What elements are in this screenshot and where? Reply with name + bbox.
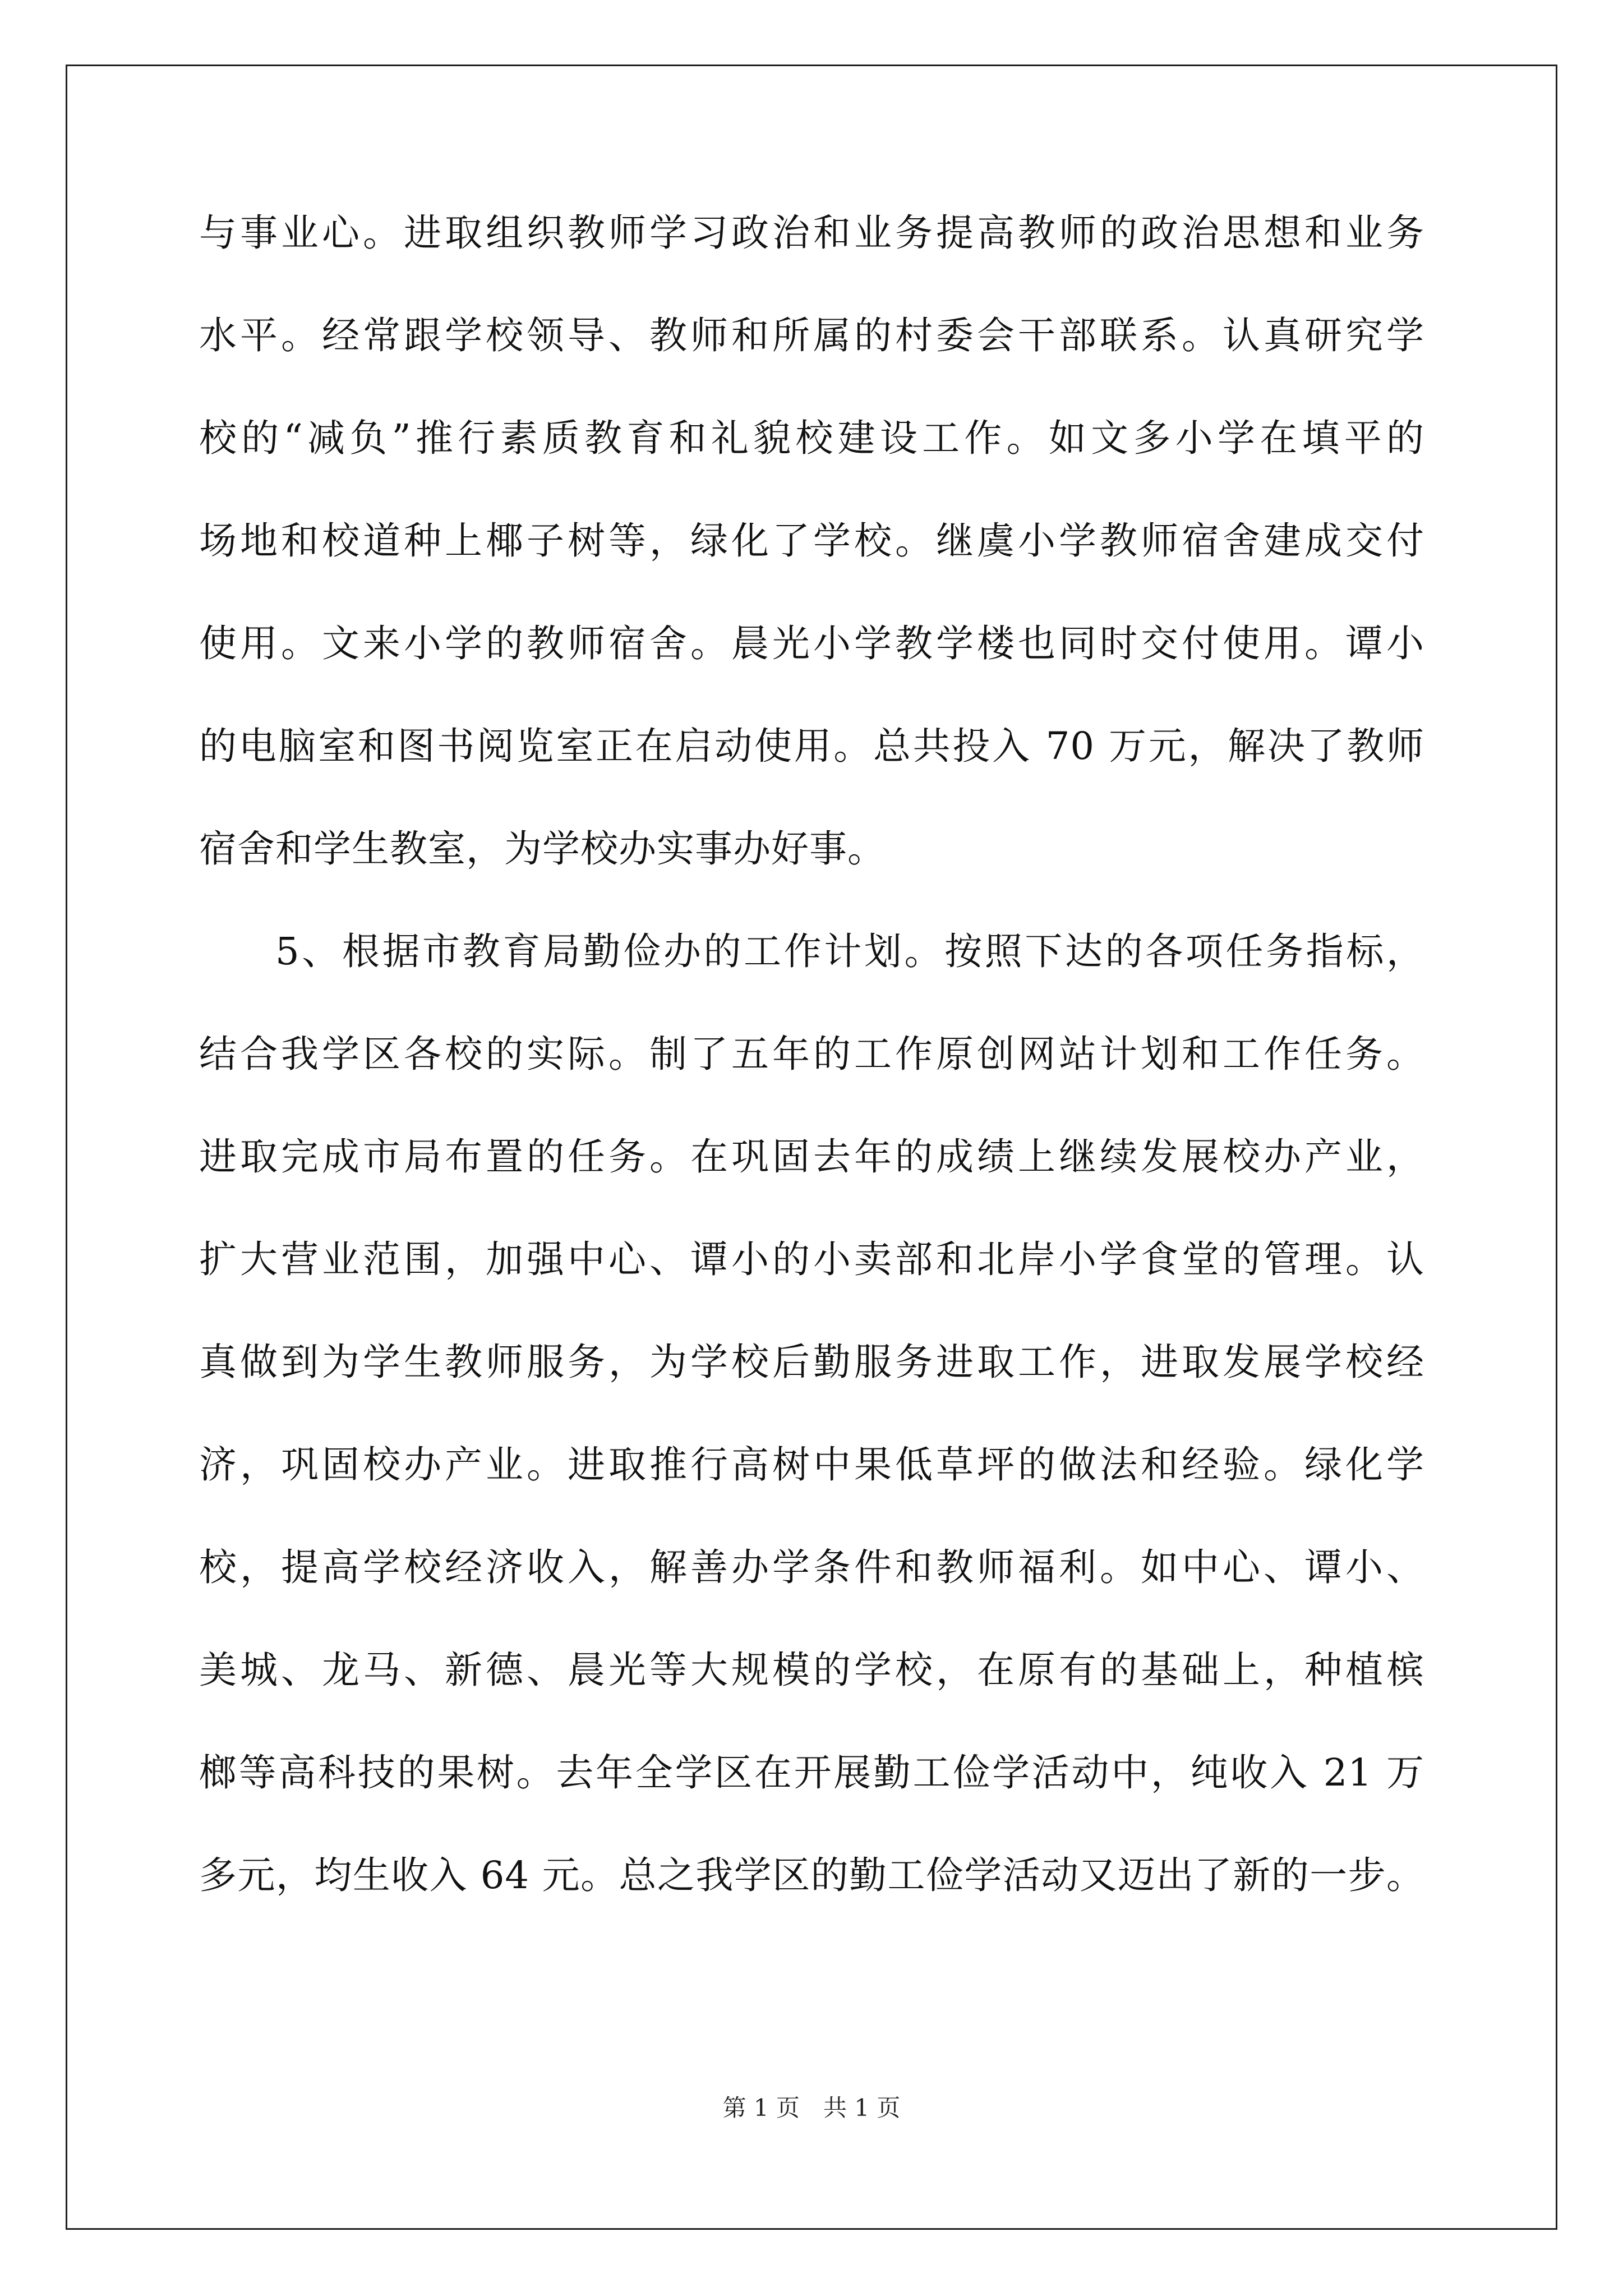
text-line: 进取完成市局布置的任务。在巩固去年的成绩上继续发展校办产业，	[199, 1135, 1424, 1179]
text-line: 结合我学区各校的实际。制了五年的工作原创网站计划和工作任务。	[199, 1032, 1424, 1076]
text-line: 与事业心。进取组织教师学习政治和业务提高教师的政治思想和业务	[199, 211, 1424, 255]
document-body	[199, 213, 1424, 1958]
text-line: 多元，均生收入 64 元。总之我学区的勤工俭学活动又迈出了新的一步。	[199, 1853, 1424, 1897]
page-footer: 第 1 页 共 1 页	[722, 2094, 901, 2122]
text-line: 5、根据市教育局勤俭办的工作计划。按照下达的各项任务指标，	[275, 930, 1424, 973]
text-line: 扩大营业范围，加强中心、谭小的小卖部和北岸小学食堂的管理。认	[199, 1237, 1424, 1281]
text-line: 场地和校道种上椰子树等，绿化了学校。继虞小学教师宿舍建成交付	[199, 519, 1424, 563]
text-line: 济，巩固校办产业。进取推行高树中果低草坪的做法和经验。绿化学	[199, 1443, 1424, 1487]
text-line: 校的“减负”推行素质教育和礼貌校建设工作。如文多小学在填平的	[199, 416, 1424, 460]
text-line: 水平。经常跟学校领导、教师和所属的村委会干部联系。认真研究学	[199, 314, 1424, 357]
text-line: 美城、龙马、新德、晨光等大规模的学校，在原有的基础上，种植槟	[199, 1648, 1424, 1692]
text-line: 真做到为学生教师服务，为学校后勤服务进取工作，进取发展学校经	[199, 1340, 1424, 1384]
text-line: 使用。文来小学的教师宿舍。晨光小学教学楼也同时交付使用。谭小	[199, 622, 1424, 665]
text-line: 宿舍和学生教室，为学校办实事办好事。	[199, 827, 886, 871]
text-line: 榔等高科技的果树。去年全学区在开展勤工俭学活动中，纯收入 21 万	[199, 1751, 1424, 1795]
text-line: 的电脑室和图书阅览室正在启动使用。总共投入 70 万元，解决了教师	[199, 724, 1424, 768]
text-line: 校，提高学校经济收入，解善办学条件和教师福利。如中心、谭小、	[199, 1545, 1424, 1589]
